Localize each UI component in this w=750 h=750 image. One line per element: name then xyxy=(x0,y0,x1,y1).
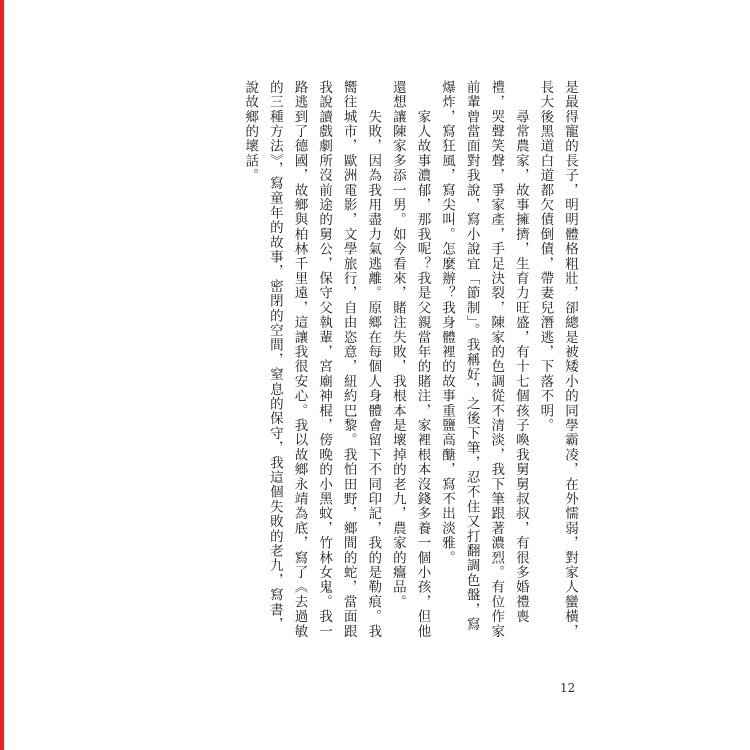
page-edge-accent xyxy=(0,0,4,750)
paragraph: 尋常農家，故事擁擠，生育力旺盛，有十七個孩子喚我舅舅叔叔，有很多婚禮喪禮，哭聲笑聲，爭家產，手足決裂，陳家的色調從不清淡，我下筆跟著濃烈。有位作家前輩曾當面對我說，寫小說宜「節制」。我稱好，之後下筆，忍不住又打翻調色盤，寫爆炸，寫狂風，寫尖叫。怎麼辦？我身體裡的故事重鹽高醣，寫不出淡雅。 xyxy=(439,80,529,639)
vertical-text-block xyxy=(238,80,582,640)
paragraph: 家人故事濃郁，那我呢？我是父親當年的賭注，家裡根本沒錢多養一個小孩，但他還想讓陳家多添一男。如今看來，賭注失敗，我根本是壞掉的老九，農家的癟品。 xyxy=(389,80,431,639)
paragraph: 失敗，因為我用盡力氣逃離。原鄉在每個人身體會留下不同印記，我的是勒痕。我嚮往城市，歐洲電影，文學旅行，自由恣意，紐約巴黎。我怕田野，鄉間的蛇，當面跟我說讀戲劇所沒前途的舅公，保守父執輩，宮廟神棍，傍晚的小黑蚊，竹林女鬼。我一路逃到了德國，故鄉與柏林千里遠，這讓我很安心。我以故鄉永靖為底，寫了《去過敏的三種方法》，寫童年的故事，密閉的空間，窒息的保守，我這個失敗的老九，寫書，說故鄉的壞話。 xyxy=(242,80,382,639)
page-number: 12 xyxy=(560,681,576,695)
paragraph: 是最得寵的長子，明明體格粗壯，卻總是被矮小的同學霸凌，在外懦弱，對家人蠻橫，長大後黑道白道都欠債倒債，帶妻兒潛逃，下落不明。 xyxy=(537,80,578,639)
